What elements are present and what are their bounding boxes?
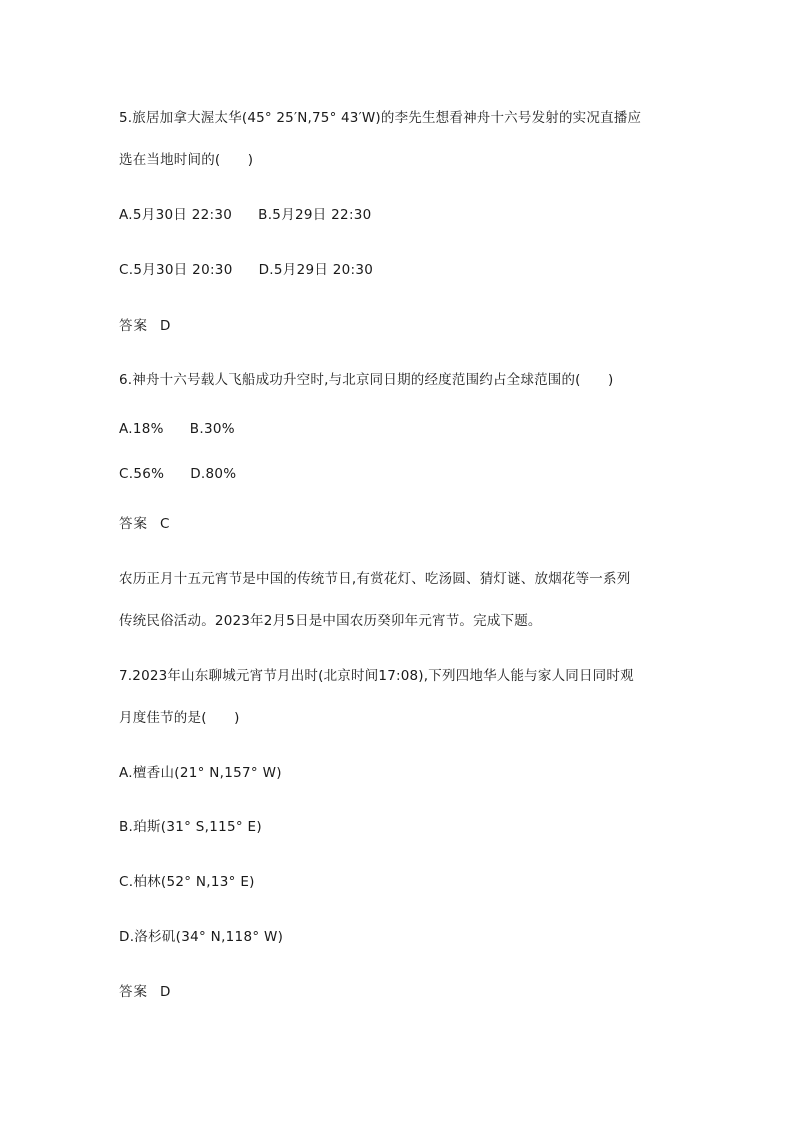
- q6-options-row2: [119, 465, 709, 483]
- q5-answer: [119, 317, 709, 335]
- q6-answer: [119, 515, 709, 533]
- q5-stem-line1: 5.旅居加拿大渥太华(45° 25′N,75° 43′W)的李先生想看神舟十六号发射的实况直播应: [119, 110, 642, 126]
- q5-options-row1: [119, 206, 709, 224]
- answer-label: 答案: [119, 318, 148, 334]
- q5-option-a: A.5月30日 22:30: [119, 207, 233, 223]
- answer-value: D: [160, 984, 171, 1000]
- q6-option-a: A.18%: [119, 421, 164, 437]
- q6-options-row1: [119, 420, 709, 438]
- q5-option-b: B.5月29日 22:30: [258, 207, 372, 223]
- q7-stem-line1: 7.2023年山东聊城元宵节月出时(北京时间17:08),下列四地华人能与家人同日同时观: [119, 668, 634, 684]
- q5-stem-line2: 选在当地时间的( ): [119, 152, 254, 168]
- q7-stem-line2: 月度佳节的是( ): [119, 710, 240, 726]
- q6-option-d: D.80%: [190, 466, 237, 482]
- passage-line2: 传统民俗活动。2023年2月5日是中国农历癸卯年元宵节。完成下题。: [119, 613, 542, 629]
- answer-label: 答案: [119, 516, 148, 532]
- q5-option-d: D.5月29日 20:30: [258, 262, 374, 278]
- q5-option-c: C.5月30日 20:30: [119, 262, 233, 278]
- q6-stem: 6.神舟十六号载人飞船成功升空时,与北京同日期的经度范围约占全球范围的( ): [119, 372, 614, 388]
- passage-line1: 农历正月十五元宵节是中国的传统节日,有赏花灯、吃汤圆、猜灯谜、放烟花等一系列: [119, 571, 631, 587]
- q7-answer: [119, 983, 709, 1001]
- q6-option-b: B.30%: [189, 421, 235, 437]
- q7-option-c: C.柏林(52° N,13° E): [119, 874, 255, 890]
- q5-options-row2: [119, 261, 709, 279]
- q7-option-d: D.洛杉矶(34° N,118° W): [119, 929, 284, 945]
- answer-value: D: [160, 318, 171, 334]
- q6-option-c: C.56%: [119, 466, 165, 482]
- answer-label: 答案: [119, 984, 148, 1000]
- answer-value: C: [160, 516, 170, 532]
- q7-option-b: B.珀斯(31° S,115° E): [119, 819, 262, 835]
- q7-option-a: A.檀香山(21° N,157° W): [119, 765, 282, 781]
